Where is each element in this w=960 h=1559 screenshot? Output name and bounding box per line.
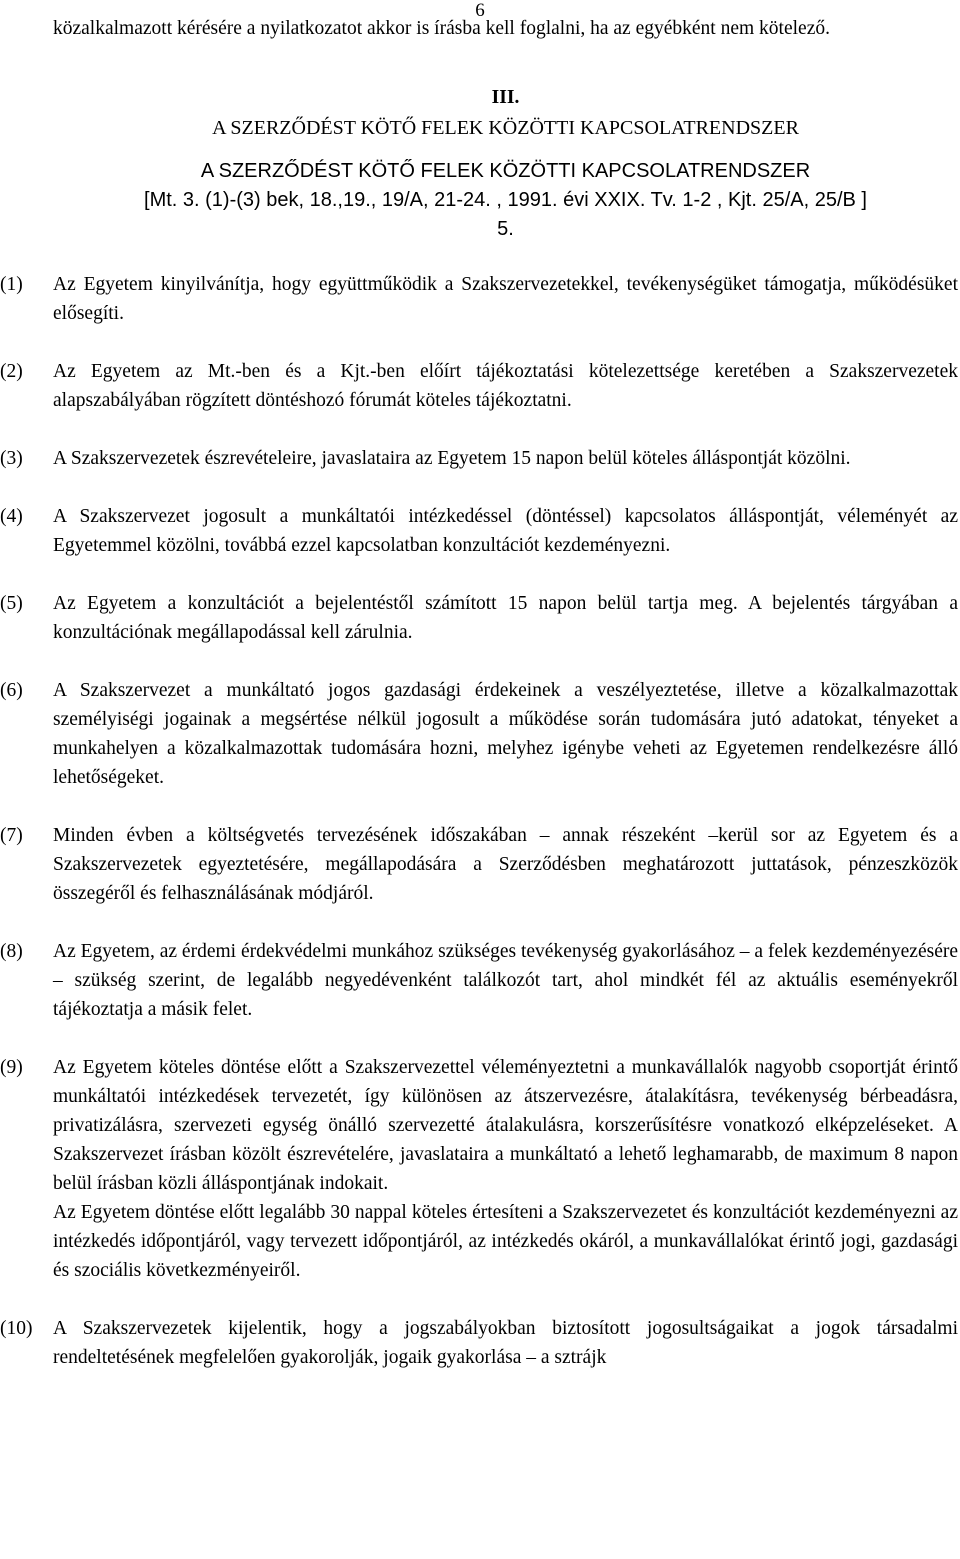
paragraph-number: (3) xyxy=(0,448,23,469)
paragraph-text: Az Egyetem kinyilvánítja, hogy együttműködik a Szakszervezetekkel, tevékenységüket támogatja, működésüket elősegíti. xyxy=(53,274,958,324)
paragraph-text: Az Egyetem a konzultációt a bejelentéstől számított 15 napon belül tartja meg. A bejelentés tárgyában a konzultációnak megállapodással kell zárulnia. xyxy=(53,593,958,643)
paragraph-text: Az Egyetem, az érdemi érdekvédelmi munkához szükséges tevékenység gyakorlásához – a felek kezdeményezésére – szükség szerint, de legalább negyedévenként találkozót tart, ahol mindkét fél az aktuális eseményekről tájékoztatja a másik felet. xyxy=(53,941,958,1020)
paragraph-text: A Szakszervezetek kijelentik, hogy a jogszabályokban biztosított jogosultságaikat a jogok társadalmi rendeltetésének megfelelően gyakorolják, jogaik gyakorlása – a sztrájk xyxy=(53,1318,958,1368)
paragraph-7 xyxy=(0,821,958,908)
section-title: A SZERZŐDÉST KÖTŐ FELEK KÖZÖTTI KAPCSOLATRENDSZER xyxy=(212,117,799,139)
paragraph-text: A Szakszervezet jogosult a munkáltatói intézkedéssel (döntéssel) kapcsolatos álláspontját, véleményét az Egyetemmel közölni, továbbá ezzel kapcsolatban konzultációt kezdeményezni. xyxy=(53,506,958,556)
paragraph-number: (1) xyxy=(0,274,23,295)
paragraph-number: (8) xyxy=(0,941,23,962)
paragraph-number: (7) xyxy=(0,825,23,846)
paragraph-3 xyxy=(0,444,958,473)
paragraph-list xyxy=(0,270,958,1372)
subtitle-line-2: [Mt. 3. (1)-(3) bek, 18.,19., 19/A, 21-24. , 1991. évi XXIX. Tv. 1-2 , Kjt. 25/A, 25/B ] xyxy=(144,189,867,211)
paragraph-number: (9) xyxy=(0,1057,23,1078)
paragraph-text: Az Egyetem köteles döntése előtt a Szakszervezettel véleményeztetni a munkavállalók nagyobb csoportját érintő munkáltatói intézkedések tervezetét, így különösen az átszervezésre, átalakításra, tevékenység bérbeadásra, privatizálásra, szervezeti egység önálló szervezetté átalakulásra, korszerűsítésre vonatkozó elképzeléseket. A Szakszervezet írásban közölt észrevételére, javaslataira a munkáltató a lehető leghamarabb, de maximum 8 napon belül írásban közli álláspontjának indokait. xyxy=(53,1057,958,1194)
paragraph-text: Az Egyetem az Mt.-ben és a Kjt.-ben előírt tájékoztatási kötelezettsége keretében a Szakszervezetek alapszabályában rögzített döntéshozó fórumát köteles tájékoztatni. xyxy=(53,361,958,411)
intro-paragraph: közalkalmazott kérésére a nyilatkozatot akkor is írásba kell foglalni, ha az egyébként nem kötelező. xyxy=(53,18,830,39)
paragraph-5 xyxy=(0,589,958,647)
paragraph-9 xyxy=(0,1053,958,1285)
paragraph-number: (4) xyxy=(0,506,23,527)
paragraph-4 xyxy=(0,502,958,560)
paragraph-number: (6) xyxy=(0,680,23,701)
paragraph-2 xyxy=(0,357,958,415)
paragraph-text: A Szakszervezet a munkáltató jogos gazdasági érdekeinek a veszélyeztetése, illetve a közalkalmazottak személyiségi jogainak a megsértése nélkül jogosult a működése során tudomására jutó adatokat, tényeket a munkahelyen a közalkalmazottak tudomására hozni, melyhez igénybe veheti az Egyetemen rendelkezésre álló lehetőségeket. xyxy=(53,680,958,788)
paragraph-text: A Szakszervezetek észrevételeire, javaslataira az Egyetem 15 napon belül köteles álláspontját közölni. xyxy=(53,448,851,469)
page-number: 6 xyxy=(475,0,485,21)
paragraph-6 xyxy=(0,676,958,792)
paragraph-text-continued: Az Egyetem döntése előtt legalább 30 nappal köteles értesíteni a Szakszervezetet és konzultációt kezdeményezni az intézkedés időpontjáról, vagy tervezett időpontjáról, az intézkedés okáról, a munkavállalókat érintő jogi, gazdasági és szociális következményeiről. xyxy=(53,1202,958,1281)
paragraph-1 xyxy=(0,270,958,328)
paragraph-number: (5) xyxy=(0,593,23,614)
subtitle-line-1: A SZERZŐDÉST KÖTŐ FELEK KÖZÖTTI KAPCSOLATRENDSZER xyxy=(200,160,811,182)
paragraph-number: (10) xyxy=(0,1318,33,1339)
paragraph-10 xyxy=(0,1314,958,1372)
section-subtitle xyxy=(53,157,958,244)
section-number: III. xyxy=(491,87,520,108)
paragraph-8 xyxy=(0,937,958,1024)
paragraph-number: (2) xyxy=(0,361,23,382)
paragraph-text: Minden évben a költségvetés tervezésének időszakában – annak részeként –kerül sor az Egyetem és a Szakszervezetek egyeztetésére, megállapodására a Szerződésben meghatározott juttatások, pénzeszközök összegéről és felhasználásának módjáról. xyxy=(53,825,958,904)
subtitle-line-3: 5. xyxy=(497,218,514,240)
